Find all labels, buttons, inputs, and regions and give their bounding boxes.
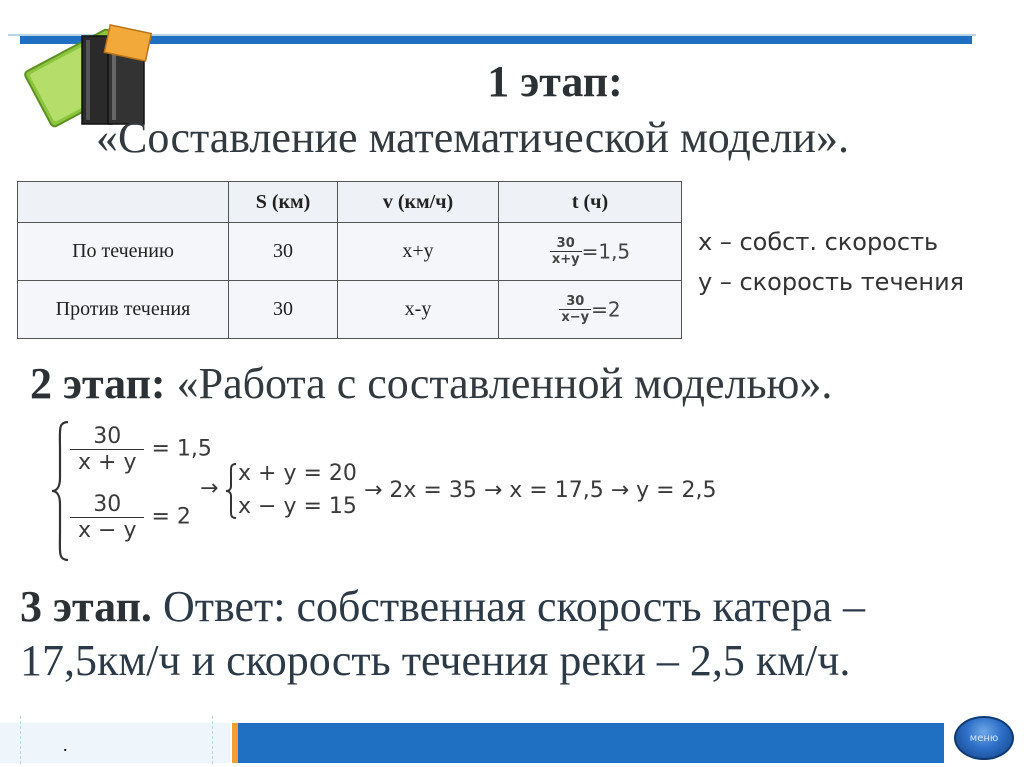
fraction-numerator: 30 [556,236,575,251]
stage3-line2: 17,5км/ч и скорость течения реки – 2,5 км/ч. [20,636,851,685]
cell-time [499,281,682,339]
equation-1 [70,424,212,475]
system2-line2: x − y = 15 [238,494,357,519]
stage1-subtitle: «Составление математической модели». [96,113,849,162]
equation-2 [70,492,191,543]
footer-blue-bar [232,723,944,763]
stage1-title: 1 этап: [487,57,623,106]
system-brace-icon [50,420,70,562]
table-row [18,281,682,339]
table-header-t: t (ч) [499,182,682,223]
system2-line1: x + y = 20 [238,461,357,486]
cell-distance: 30 [229,281,338,339]
cell-speed: x+y [338,223,499,281]
row-label: По течению [18,223,229,281]
eq2-numerator: 30 [93,492,122,517]
eq2-rhs: = 2 [151,504,191,530]
eq1-fraction [70,424,144,475]
table-header-empty [18,182,229,223]
eq1-rhs: = 1,5 [151,436,212,462]
model-table [17,181,682,339]
stage3-text: Ответ: собственная скорость катера – [151,582,866,631]
table-header-s: S (км) [229,182,338,223]
footer-divider [212,716,213,764]
arrow-1: → [200,476,219,501]
footer-left-panel [0,723,230,763]
table-row [18,223,682,281]
header-blue-bar [20,36,972,44]
stage2-text: «Работа с составленной моделью». [165,359,833,408]
eq1-denominator: x + y [70,449,144,475]
solution-chain: → 2x = 35 → x = 17,5 → y = 2,5 [364,478,717,503]
table-header-row [18,182,682,223]
time-value: =1,5 [581,239,631,264]
footer-dot: . [63,735,68,755]
fraction-denominator: x+y [551,252,580,267]
fraction-numerator: 30 [566,294,585,309]
time-value: =2 [591,297,621,322]
stage2-heading [30,358,832,409]
eq2-denominator: x − y [70,517,144,543]
stage3-answer [20,580,865,688]
row-label: Против течения [18,281,229,339]
stage2-label: 2 этап: [30,359,166,408]
stage3-label: 3 этап. [20,582,152,631]
menu-button[interactable]: меню [954,716,1014,760]
system-brace-small-icon [224,462,238,520]
legend-y: y – скорость течения [698,268,965,296]
time-fraction [559,294,591,325]
stage3-line1 [20,580,865,634]
footer-orange-strip [232,723,238,763]
table-header-v: v (км/ч) [338,182,499,223]
eq1-numerator: 30 [93,424,122,449]
eq2-fraction [70,492,144,543]
time-fraction [550,236,582,267]
legend-x: x – собст. скорость [698,228,939,256]
footer-divider [20,716,21,764]
cell-time [499,223,682,281]
cell-distance: 30 [229,223,338,281]
cell-speed: x-y [338,281,499,339]
fraction-denominator: x−y [561,310,590,325]
